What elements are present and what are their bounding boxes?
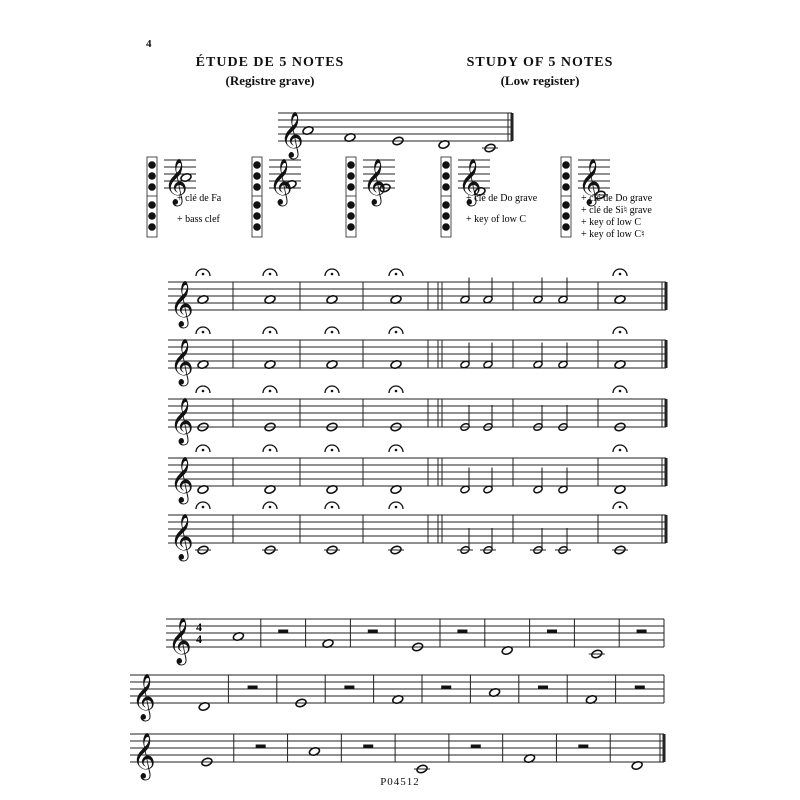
fingering-label: + clé de Fa	[177, 193, 222, 204]
half-rest	[547, 630, 557, 634]
half-rest	[363, 745, 373, 749]
fingering-label: + key of low C	[466, 214, 527, 225]
fermata-dot	[619, 331, 622, 334]
treble-clef: 𝄞	[269, 159, 293, 204]
fingering-hole	[443, 173, 450, 180]
fingering-hole	[348, 173, 355, 180]
fingering-hole	[348, 184, 355, 191]
treble-clef: 𝄞	[170, 457, 194, 502]
fermata-dot	[619, 390, 622, 393]
treble-clef: 𝄞	[170, 281, 194, 326]
fingering-hole	[443, 202, 450, 209]
fermata-dot	[395, 390, 398, 393]
fingering-hole	[149, 213, 156, 220]
english-title: STUDY OF 5 NOTES	[466, 55, 614, 70]
fermata-dot	[619, 449, 622, 452]
treble-clef: 𝄞	[170, 514, 194, 559]
half-rest	[578, 745, 588, 749]
fermata-dot	[619, 506, 622, 509]
fermata-dot	[331, 331, 334, 334]
fermata-dot	[202, 273, 205, 276]
half-rest	[368, 630, 378, 634]
half-rest	[441, 686, 451, 690]
treble-clef: 𝄞	[458, 159, 482, 204]
fingering-hole	[149, 162, 156, 169]
fermata-dot	[395, 506, 398, 509]
fingering-hole	[149, 224, 156, 231]
time-signature-bottom: 4	[196, 632, 202, 646]
fermata-dot	[395, 273, 398, 276]
treble-clef: 𝄞	[280, 112, 304, 157]
fermata-dot	[331, 273, 334, 276]
fermata-dot	[269, 390, 272, 393]
fingering-hole	[348, 213, 355, 220]
treble-clef: 𝄞	[363, 159, 387, 204]
fingering-label: + clé de Do grave	[581, 193, 653, 204]
fermata-dot	[619, 273, 622, 276]
fingering-label: + key of low C♮	[581, 229, 645, 240]
fingering-label: + clé de Do grave	[466, 193, 538, 204]
fingering-hole	[149, 184, 156, 191]
half-rest	[278, 630, 288, 634]
fermata-dot	[202, 331, 205, 334]
half-rest	[344, 686, 354, 690]
treble-clef: 𝄞	[578, 159, 602, 204]
fingering-hole	[254, 202, 261, 209]
fingering-hole	[254, 184, 261, 191]
fingering-label: + key of low C	[581, 217, 642, 228]
fingering-hole	[563, 224, 570, 231]
half-rest	[248, 686, 258, 690]
treble-clef: 𝄞	[170, 398, 194, 443]
fermata-dot	[331, 506, 334, 509]
fingering-hole	[254, 213, 261, 220]
fingering-hole	[443, 213, 450, 220]
treble-clef: 𝄞	[168, 618, 192, 663]
fingering-hole	[443, 184, 450, 191]
fermata-dot	[269, 273, 272, 276]
english-subtitle: (Low register)	[500, 73, 580, 88]
fermata-dot	[202, 390, 205, 393]
fermata-dot	[395, 331, 398, 334]
treble-clef: 𝄞	[170, 339, 194, 384]
fingering-hole	[563, 202, 570, 209]
fingering-hole	[443, 224, 450, 231]
fingering-hole	[563, 173, 570, 180]
fermata-dot	[395, 449, 398, 452]
fermata-dot	[269, 506, 272, 509]
fingering-hole	[254, 173, 261, 180]
fermata-dot	[269, 449, 272, 452]
fingering-label: + clé de Si♮ grave	[581, 205, 652, 216]
page-number: 4	[146, 38, 152, 50]
fingering-hole	[348, 202, 355, 209]
time-signature-top: 4	[196, 620, 202, 634]
fermata-dot	[202, 506, 205, 509]
fingering-hole	[254, 162, 261, 169]
treble-clef: 𝄞	[132, 733, 156, 778]
half-rest	[256, 745, 266, 749]
fingering-hole	[149, 173, 156, 180]
treble-clef: 𝄞	[132, 674, 156, 719]
fermata-dot	[269, 331, 272, 334]
fingering-hole	[563, 184, 570, 191]
fingering-label: + bass clef	[177, 214, 220, 225]
fingering-hole	[443, 162, 450, 169]
fingering-hole	[563, 162, 570, 169]
fingering-hole	[348, 162, 355, 169]
french-title: ÉTUDE DE 5 NOTES	[195, 55, 345, 70]
half-rest	[635, 686, 645, 690]
half-rest	[538, 686, 548, 690]
fingering-hole	[149, 202, 156, 209]
fermata-dot	[202, 449, 205, 452]
fermata-dot	[331, 390, 334, 393]
fingering-hole	[563, 213, 570, 220]
fingering-hole	[348, 224, 355, 231]
treble-clef: 𝄞	[164, 159, 188, 204]
half-rest	[471, 745, 481, 749]
french-subtitle: (Registre grave)	[225, 73, 315, 88]
half-rest	[457, 630, 467, 634]
half-rest	[637, 630, 647, 634]
publisher-code: P04512	[380, 776, 420, 788]
fermata-dot	[331, 449, 334, 452]
fingering-hole	[254, 224, 261, 231]
